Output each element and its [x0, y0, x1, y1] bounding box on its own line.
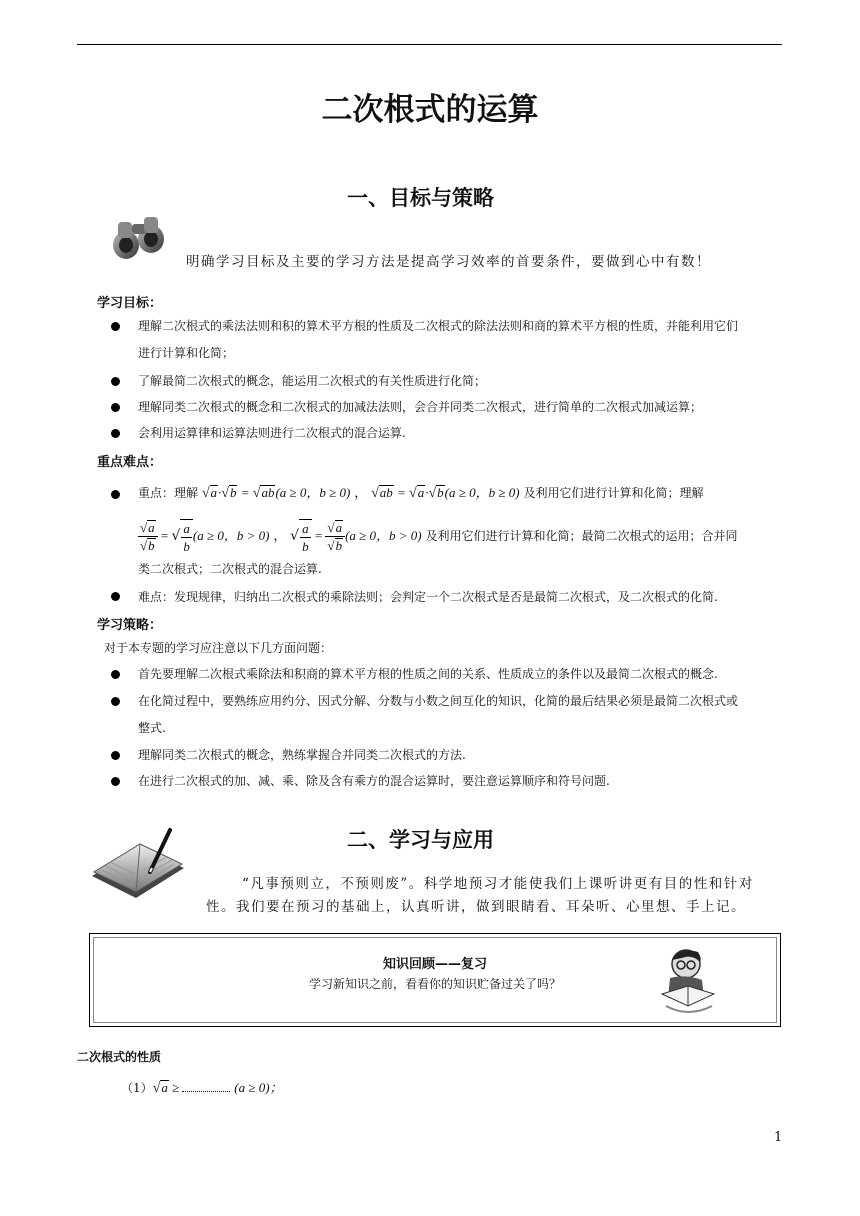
- goals-intro-text: 明确学习目标及主要的学习方法是提高学习效率的首要条件，要做到心中有数！: [186, 254, 711, 270]
- fill-in-blank[interactable]: [182, 1079, 230, 1092]
- bullet: [111, 429, 120, 438]
- property-1-number: （1）: [121, 1081, 153, 1095]
- binoculars-icon: [108, 212, 170, 266]
- property-1-condition: (a ≥ 0)；: [234, 1080, 283, 1095]
- section-heading-learning: 二、学习与应用: [347, 828, 494, 852]
- bullet: [111, 670, 120, 679]
- goal-item: 理解同类二次根式的概念和二次根式的加减法法则，会合并同类二次根式，进行简单的二次根式加减运算；: [138, 400, 703, 414]
- formula-sqrt-quotient: $\frac{√a}{√b}$: [138, 519, 158, 554]
- keypoint-end: 类二次根式；二次根式的混合运算.: [138, 562, 322, 576]
- keypoint-mid2: 及利用它们进行计算和化简；最简二次根式的运用；合并同: [425, 529, 738, 543]
- strategy-item-continued: 整式.: [138, 721, 166, 735]
- bullet: [111, 697, 120, 706]
- review-title: 知识回顾——复习: [382, 957, 487, 972]
- header-rule: [77, 44, 782, 45]
- goals-label: 学习目标：: [97, 296, 163, 311]
- learning-intro-line-1: “凡事预则立，不预则废”。科学地预习才能使我们上课听讲更有目的性和针对: [242, 876, 754, 892]
- strategy-item: 在化简过程中，要熟练应用约分、因式分解、分数与小数之间互化的知识，化简的最后结果必须是最简二次根式或: [138, 694, 739, 708]
- goal-item: 了解最简二次根式的概念，能运用二次根式的有关性质进行化简；: [138, 374, 487, 388]
- page-number: 1: [774, 1130, 783, 1145]
- goal-item: 会利用运算律和运算法则进行二次根式的混合运算.: [138, 426, 406, 440]
- keypoints-label: 重点难点：: [97, 455, 163, 470]
- bullet: [111, 777, 120, 786]
- section-heading-goals: 一、目标与策略: [347, 186, 494, 210]
- review-subtitle: 学习新知识之前，看看你的知识贮备过关了吗？: [308, 977, 561, 991]
- strategy-item: 理解同类二次根式的概念，熟练掌握合并同类二次根式的方法.: [138, 748, 466, 762]
- bullet: [111, 592, 120, 601]
- bullet: [111, 751, 120, 760]
- strategy-item: 在进行二次根式的加、减、乘、除及含有乘方的混合运算时，要注意运算顺序和符号问题.: [138, 774, 610, 788]
- goal-item: 理解二次根式的乘法法则和积的算术平方根的性质及二次根式的除法法则和商的算术平方根的性质，并能利用它们: [138, 319, 739, 333]
- bullet: [111, 377, 120, 386]
- open-book-pen-icon: [88, 824, 188, 910]
- page-title: 二次根式的运算: [321, 92, 539, 128]
- goal-item-continued: 进行计算和化简；: [138, 346, 235, 360]
- keypoint-prefix: 重点：理解: [138, 486, 199, 500]
- formula-quotient-sqrt: $\frac{a}{b}$: [299, 519, 312, 555]
- strategy-item: 首先要理解二次根式乘除法和积商的算术平方根的性质之间的关系、性质成立的条件以及最简二次根式的概念.: [138, 667, 718, 681]
- bullet: [111, 322, 120, 331]
- property-heading: 二次根式的性质: [77, 1050, 162, 1064]
- review-box: [89, 933, 781, 1027]
- bullet: [111, 403, 120, 412]
- formula-product-sqrt: √ab = √a·√b(a ≥ 0，b ≥ 0): [371, 485, 520, 501]
- difficulty-text: 难点：发现规律，归纳出二次根式的乘除法则；会判定一个二次根式是否是最简二次根式，及二次根式的化简.: [138, 590, 718, 604]
- strategy-intro: 对于本专题的学习应注意以下几方面问题：: [104, 641, 333, 655]
- strategy-label: 学习策略：: [97, 618, 163, 633]
- property-1: [121, 1075, 283, 1102]
- formula-sqrt-product: √a·√b = √ab(a ≥ 0，b ≥ 0): [201, 485, 351, 501]
- learning-intro-line-2: 性。我们要在预习的基础上，认真听讲，做到眼睛看、耳朵听、心里想、手上记。: [206, 899, 746, 915]
- formula-sqrt-a-geq: √a ≥: [152, 1080, 183, 1096]
- keypoint-line-1: 重点：理解 √a·√b = √ab(a ≥ 0，b ≥ 0) ， √ab = √a·√b(a ≥ 0，b ≥ 0) 及利用它们进行计算和化简；理解: [138, 485, 704, 501]
- bullet: [111, 490, 120, 499]
- keypoint-line-2: $\frac{√a}{√b}$ = √ $\frac{a}{b}$ (a ≥ 0，b > 0) ， √ $\frac{a}{b}$ = $\frac{√a}{√b}$ (a ≥ 0，b > 0) 及利用它们进行计算和化简；最简二次根式的运用；合并同: [140, 520, 738, 554]
- keypoint-mid1: 及利用它们进行计算和化简；理解: [523, 486, 704, 500]
- reading-student-icon: [656, 944, 720, 1020]
